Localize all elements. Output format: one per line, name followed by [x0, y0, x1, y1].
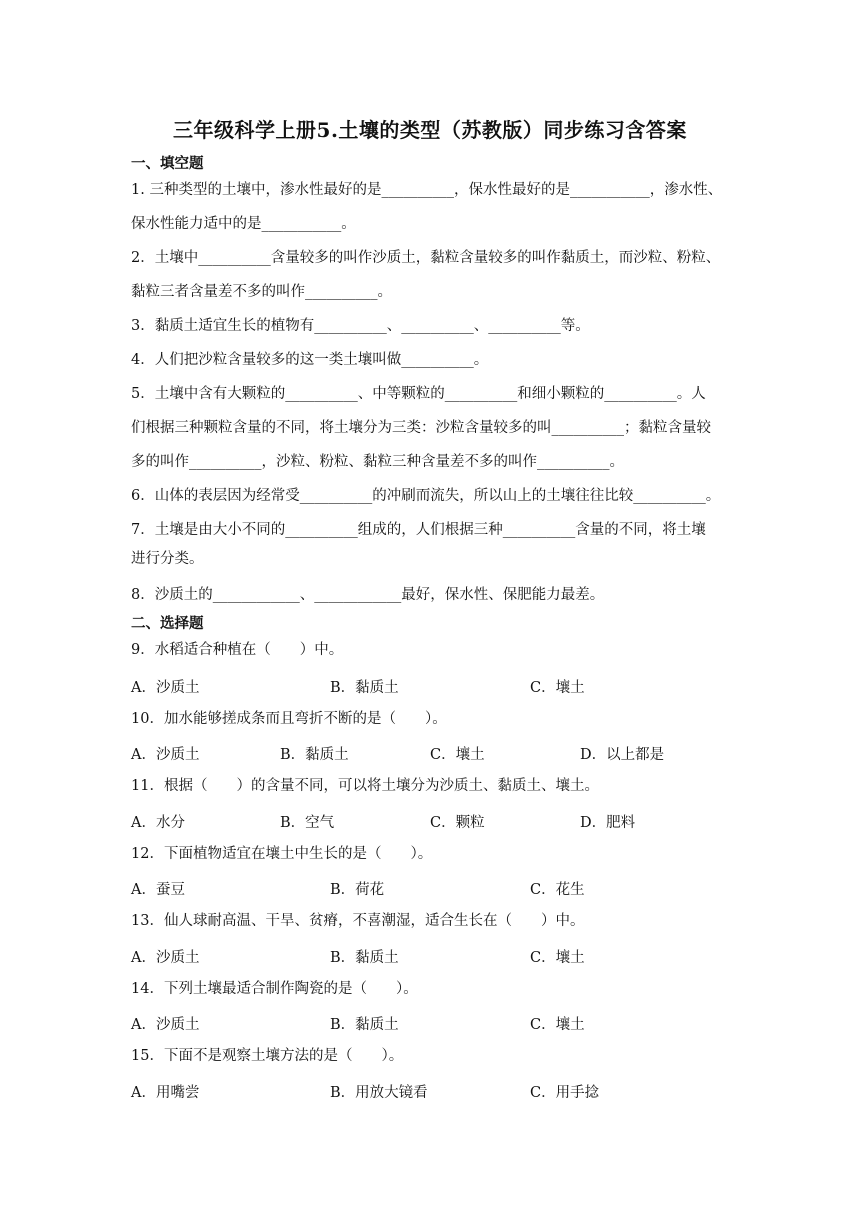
- fill-line: 多的叫作__________，沙粒、粉粒、黏粒三种含量差不多的叫作__________。: [131, 454, 624, 470]
- question-text: 10．加水能够搓成条而且弯折不断的是（ ）。: [131, 711, 447, 727]
- fill-line: 2．土壤中__________含量较多的叫作沙质土，黏粒含量较多的叫作黏质土，而沙粒、粉粒、: [131, 250, 721, 266]
- option-c: C．壤土: [530, 680, 585, 696]
- fill-line: 们根据三种颗粒含量的不同，将土壤分为三类：沙粒含量较多的叫__________；黏粒含量较: [131, 420, 711, 436]
- option-d: D．肥料: [580, 815, 636, 831]
- question-text: 15．下面不是观察土壤方法的是（ ）。: [131, 1048, 404, 1064]
- question-text: 13．仙人球耐高温、干旱、贫瘠，不喜潮湿，适合生长在（ ）中。: [131, 913, 585, 929]
- option-a: A．沙质土: [131, 950, 200, 966]
- question-text: 9．水稻适合种植在（ ）中。: [131, 642, 344, 658]
- option-d: D．以上都是: [580, 747, 665, 763]
- option-b: B．黏质土: [280, 747, 349, 763]
- fill-line: 3．黏质土适宜生长的植物有__________、__________、__________等。: [131, 318, 590, 334]
- fill-line: 保水性能力适中的是___________。: [131, 216, 356, 232]
- fill-line: 进行分类。: [131, 551, 204, 567]
- option-b: B．空气: [280, 815, 335, 831]
- option-a: A．沙质土: [131, 680, 200, 696]
- option-c: C．壤土: [530, 1017, 585, 1033]
- option-a: A．沙质土: [131, 1017, 200, 1033]
- option-c: C．颗粒: [430, 815, 485, 831]
- question-text: 12．下面植物适宜在壤土中生长的是（ ）。: [131, 846, 433, 862]
- option-a: A．用嘴尝: [131, 1085, 200, 1101]
- section-heading-choice: 二、选择题: [131, 615, 204, 632]
- fill-line: 5．土壤中含有大颗粒的__________、中等颗粒的__________和细小颗粒的__________。人: [131, 386, 706, 402]
- fill-line: 7．土壤是由大小不同的__________组成的，人们根据三种__________含量的不同，将土壤: [131, 522, 706, 538]
- question-text: 14．下列土壤最适合制作陶瓷的是（ ）。: [131, 981, 418, 997]
- fill-line: 4．人们把沙粒含量较多的这一类土壤叫做__________。: [131, 352, 489, 368]
- option-b: B．黏质土: [330, 1017, 399, 1033]
- option-a: A．沙质土: [131, 747, 200, 763]
- option-c: C．用手捻: [530, 1085, 600, 1101]
- section-heading-fill: 一、填空题: [131, 155, 204, 172]
- fill-line: 黏粒三者含量差不多的叫作__________。: [131, 284, 392, 300]
- option-a: A．水分: [131, 815, 185, 831]
- fill-line: 8．沙质土的____________、____________最好，保水性、保肥能力最差。: [131, 587, 605, 603]
- option-b: B．黏质土: [330, 950, 399, 966]
- option-c: C．壤土: [430, 747, 485, 763]
- option-c: C．花生: [530, 882, 585, 898]
- option-c: C．壤土: [530, 950, 585, 966]
- fill-line: 1. 三种类型的土壤中，渗水性最好的是__________，保水性最好的是___________，渗水性、: [131, 182, 723, 198]
- question-text: 11．根据（ ）的含量不同，可以将土壤分为沙质土、黏质土、壤土。: [131, 778, 599, 794]
- fill-line: 6．山体的表层因为经常受__________的冲刷而流失，所以山上的土壤往往比较__________。: [131, 488, 721, 504]
- option-a: A．蚕豆: [131, 882, 185, 898]
- document-title: 三年级科学上册5.土壤的类型（苏教版）同步练习含答案: [173, 118, 687, 142]
- option-b: B．用放大镜看: [330, 1085, 428, 1101]
- option-b: B．荷花: [330, 882, 385, 898]
- option-b: B．黏质土: [330, 680, 399, 696]
